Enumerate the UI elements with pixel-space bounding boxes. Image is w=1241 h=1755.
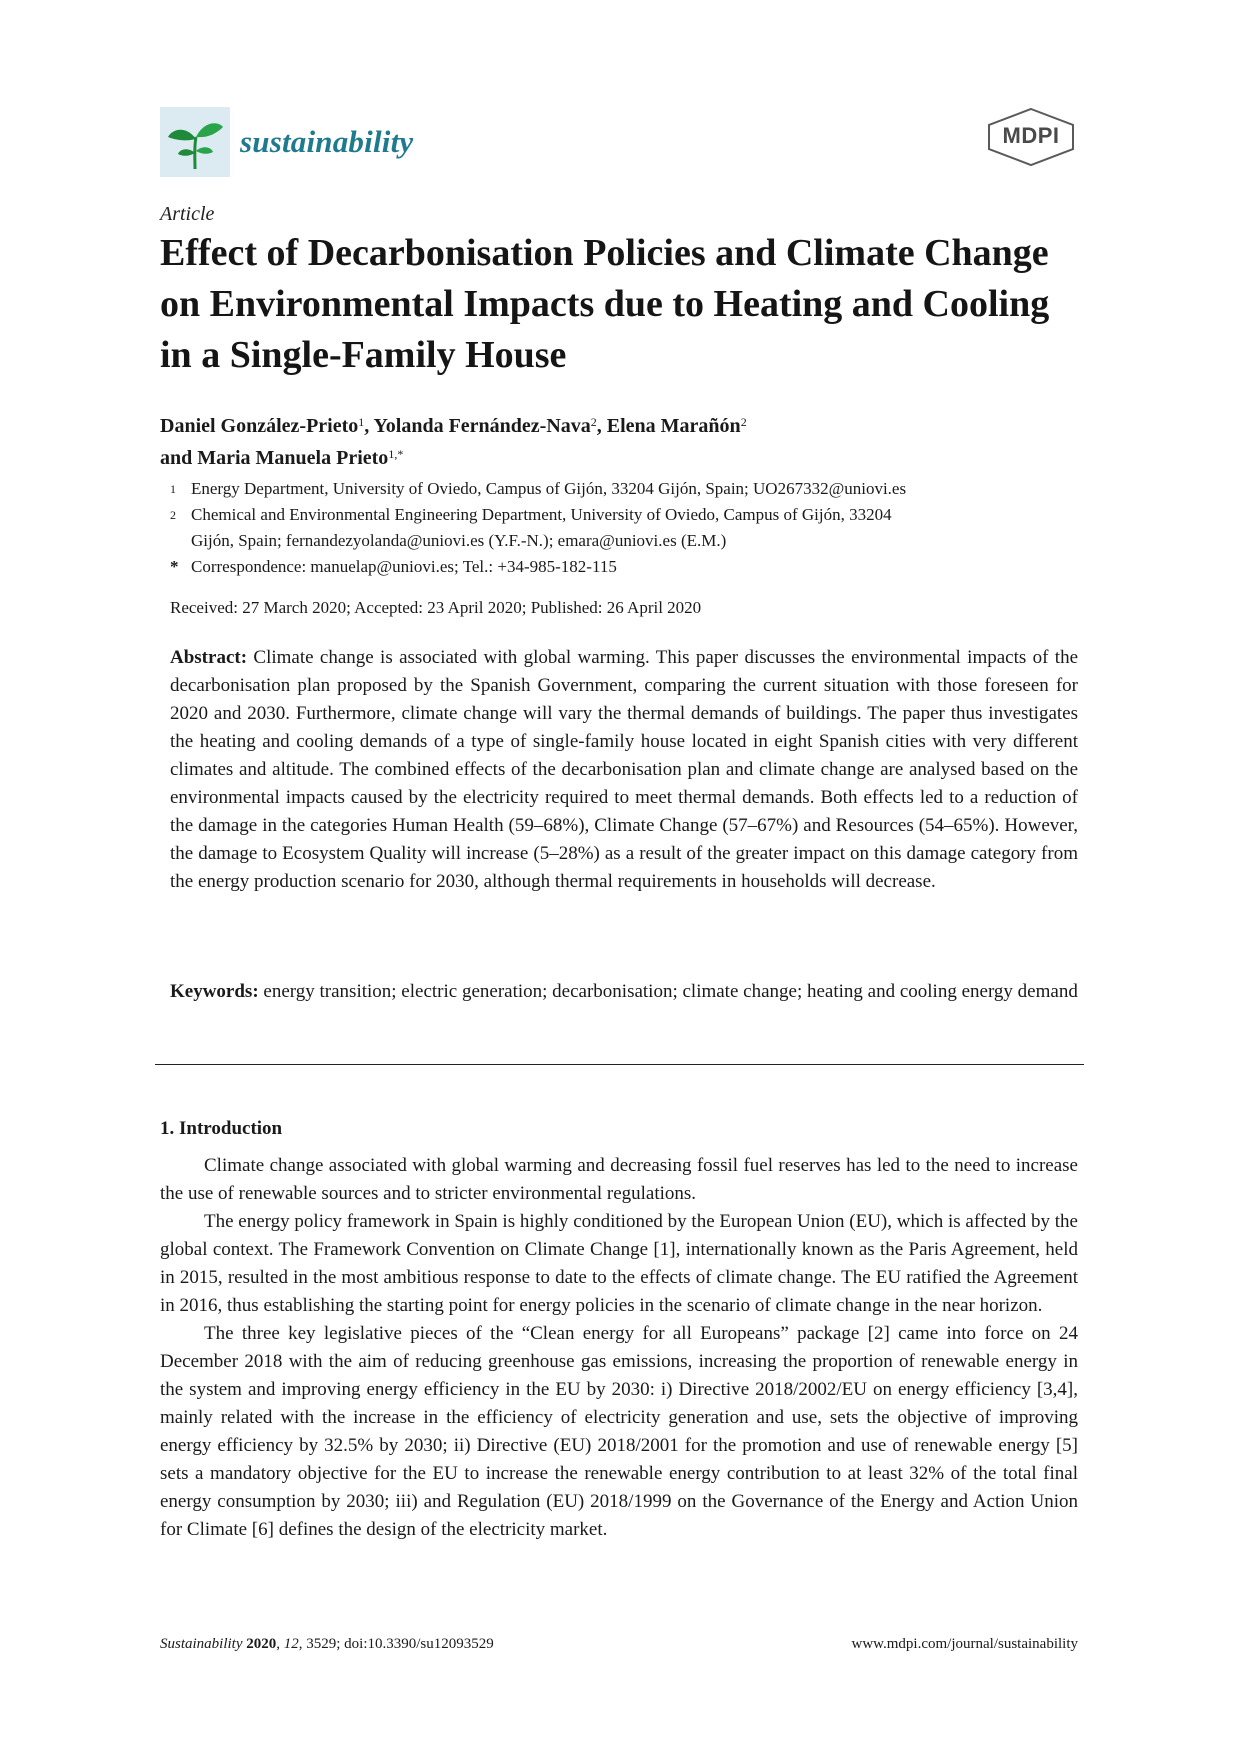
affiliation-item	[170, 476, 1090, 502]
author-name: Daniel González-Prieto	[160, 415, 359, 437]
paragraph: The energy policy framework in Spain is highly conditioned by the European Union (EU), which is affected by the global context. The Framework Convention on Climate Change [1], internationally known as the Paris Agreement, held in 2015, resulted in the most ambitious response to date to the effects of climate change. The EU ratified the Agreement in 2016, thus establishing the starting point for energy policies in the scenario of climate change in the near horizon.	[160, 1211, 1078, 1316]
author-separator: ,	[364, 415, 374, 437]
footer-citation: Sustainability 2020, 12, 3529; doi:10.3390/su12093529	[160, 1636, 494, 1652]
author-affiliation-marker: 1,*	[388, 447, 404, 461]
author-separator: ,	[596, 415, 607, 437]
leaf-sprout-icon	[160, 107, 230, 177]
journal-logo	[160, 107, 413, 177]
affiliation-marker: 2	[170, 508, 176, 522]
affiliation-item	[170, 502, 1090, 554]
paragraph: Climate change associated with global warming and decreasing fossil fuel reserves has led to the need to increase the use of renewable sources and to stricter environmental regulations.	[160, 1155, 1078, 1204]
footer-volume: 12	[283, 1636, 299, 1652]
publication-dates: Received: 27 March 2020; Accepted: 23 April 2020; Published: 26 April 2020	[170, 598, 702, 617]
publisher-logo	[983, 107, 1079, 167]
affiliation-list	[170, 476, 1090, 580]
author-name: and Maria Manuela Prieto	[160, 447, 389, 469]
article-type: Article	[160, 203, 215, 225]
keywords-label: Keywords:	[170, 981, 259, 1002]
divider	[155, 1064, 1084, 1065]
author-affiliation-marker: 1	[358, 415, 365, 429]
correspondence-text: Correspondence: manuelap@uniovi.es; Tel.: +34-985-182-115	[191, 557, 617, 576]
footer-doi: , 3529; doi:10.3390/su12093529	[298, 1636, 494, 1652]
abstract	[170, 644, 1078, 896]
author-name: Yolanda Fernández-Nava	[373, 415, 591, 437]
affiliation-item	[170, 554, 1090, 580]
affiliation-text: Chemical and Environmental Engineering Department, University of Oviedo, Campus of Gijón, 33204 Gijón, Spain; fernandezyolanda@uniovi.es (Y.F.-N.); emara@uniovi.es (E.M.)	[191, 505, 892, 550]
keywords	[170, 978, 1078, 1006]
affiliation-marker: *	[170, 557, 179, 576]
abstract-label: Abstract:	[170, 647, 248, 668]
keywords-text: energy transition; electric generation; decarbonisation; climate change; heating and cooling energy demand	[263, 981, 1078, 1002]
paragraph: The three key legislative pieces of the “Clean energy for all Europeans” package [2] came into force on 24 December 2018 with the aim of reducing greenhouse gas emissions, increasing the proportion of renewable energy in the system and improving energy efficiency in the EU by 2030: i) Directive 2018/2002/EU on energy efficiency [3,4], mainly related with the increase in the efficiency of electricity generation and use, sets the objective of improving energy efficiency by 32.5% by 2030; ii) Directive (EU) 2018/2001 for the promotion and use of renewable energy [5] sets a mandatory objective for the EU to increase the renewable energy contribution to at least 32% of the total final energy consumption by 2030; iii) and Regulation (EU) 2018/1999 on the Governance of the Energy and Action Union for Climate [6] defines the design of the electricity market.	[160, 1323, 1078, 1540]
author-name: Elena Marañón	[606, 415, 741, 437]
publisher-name: MDPI	[1002, 123, 1060, 148]
footer-year: 2020	[246, 1636, 277, 1652]
section-heading: 1. Introduction	[160, 1118, 283, 1139]
footer-journal-link[interactable]: www.mdpi.com/journal/sustainability	[851, 1636, 1078, 1652]
footer-journal: Sustainability	[160, 1636, 243, 1652]
abstract-text: Climate change is associated with global warming. This paper discusses the environmental impacts of the decarbonisation plan proposed by the Spanish Government, comparing the current situation with those foreseen for 2020 and 2030. Furthermore, climate change will vary the thermal demands of buildings. The paper thus investigates the heating and cooling demands of a type of single-family house located in eight Spanish cities with very different climates and altitude. The combined effects of the decarbonisation plan and climate change are analysed based on the environmental impacts caused by the electricity required to meet thermal demands. Both effects led to a reduction of the damage in the categories Human Health (59–68%), Climate Change (57–67%) and Resources (54–65%). However, the damage to Ecosystem Quality will increase (5–28%) as a result of the greater impact on this damage category from the energy production scenario for 2030, although thermal requirements in households will decrease.	[170, 647, 1079, 892]
section-body	[160, 1152, 1078, 1544]
author-list	[160, 408, 1080, 472]
affiliation-marker: 1	[170, 482, 176, 496]
journal-name: sustainability	[240, 124, 414, 159]
affiliation-text: Energy Department, University of Oviedo, Campus of Gijón, 33204 Gijón, Spain; UO267332@uniovi.es	[191, 479, 907, 498]
paper-title: Effect of Decarbonisation Policies and Climate Change on Environmental Impacts due to Heating and Cooling in a Single-Family House	[160, 232, 1050, 376]
author-affiliation-marker: 2	[740, 415, 747, 429]
author-affiliation-marker: 2	[590, 415, 597, 429]
